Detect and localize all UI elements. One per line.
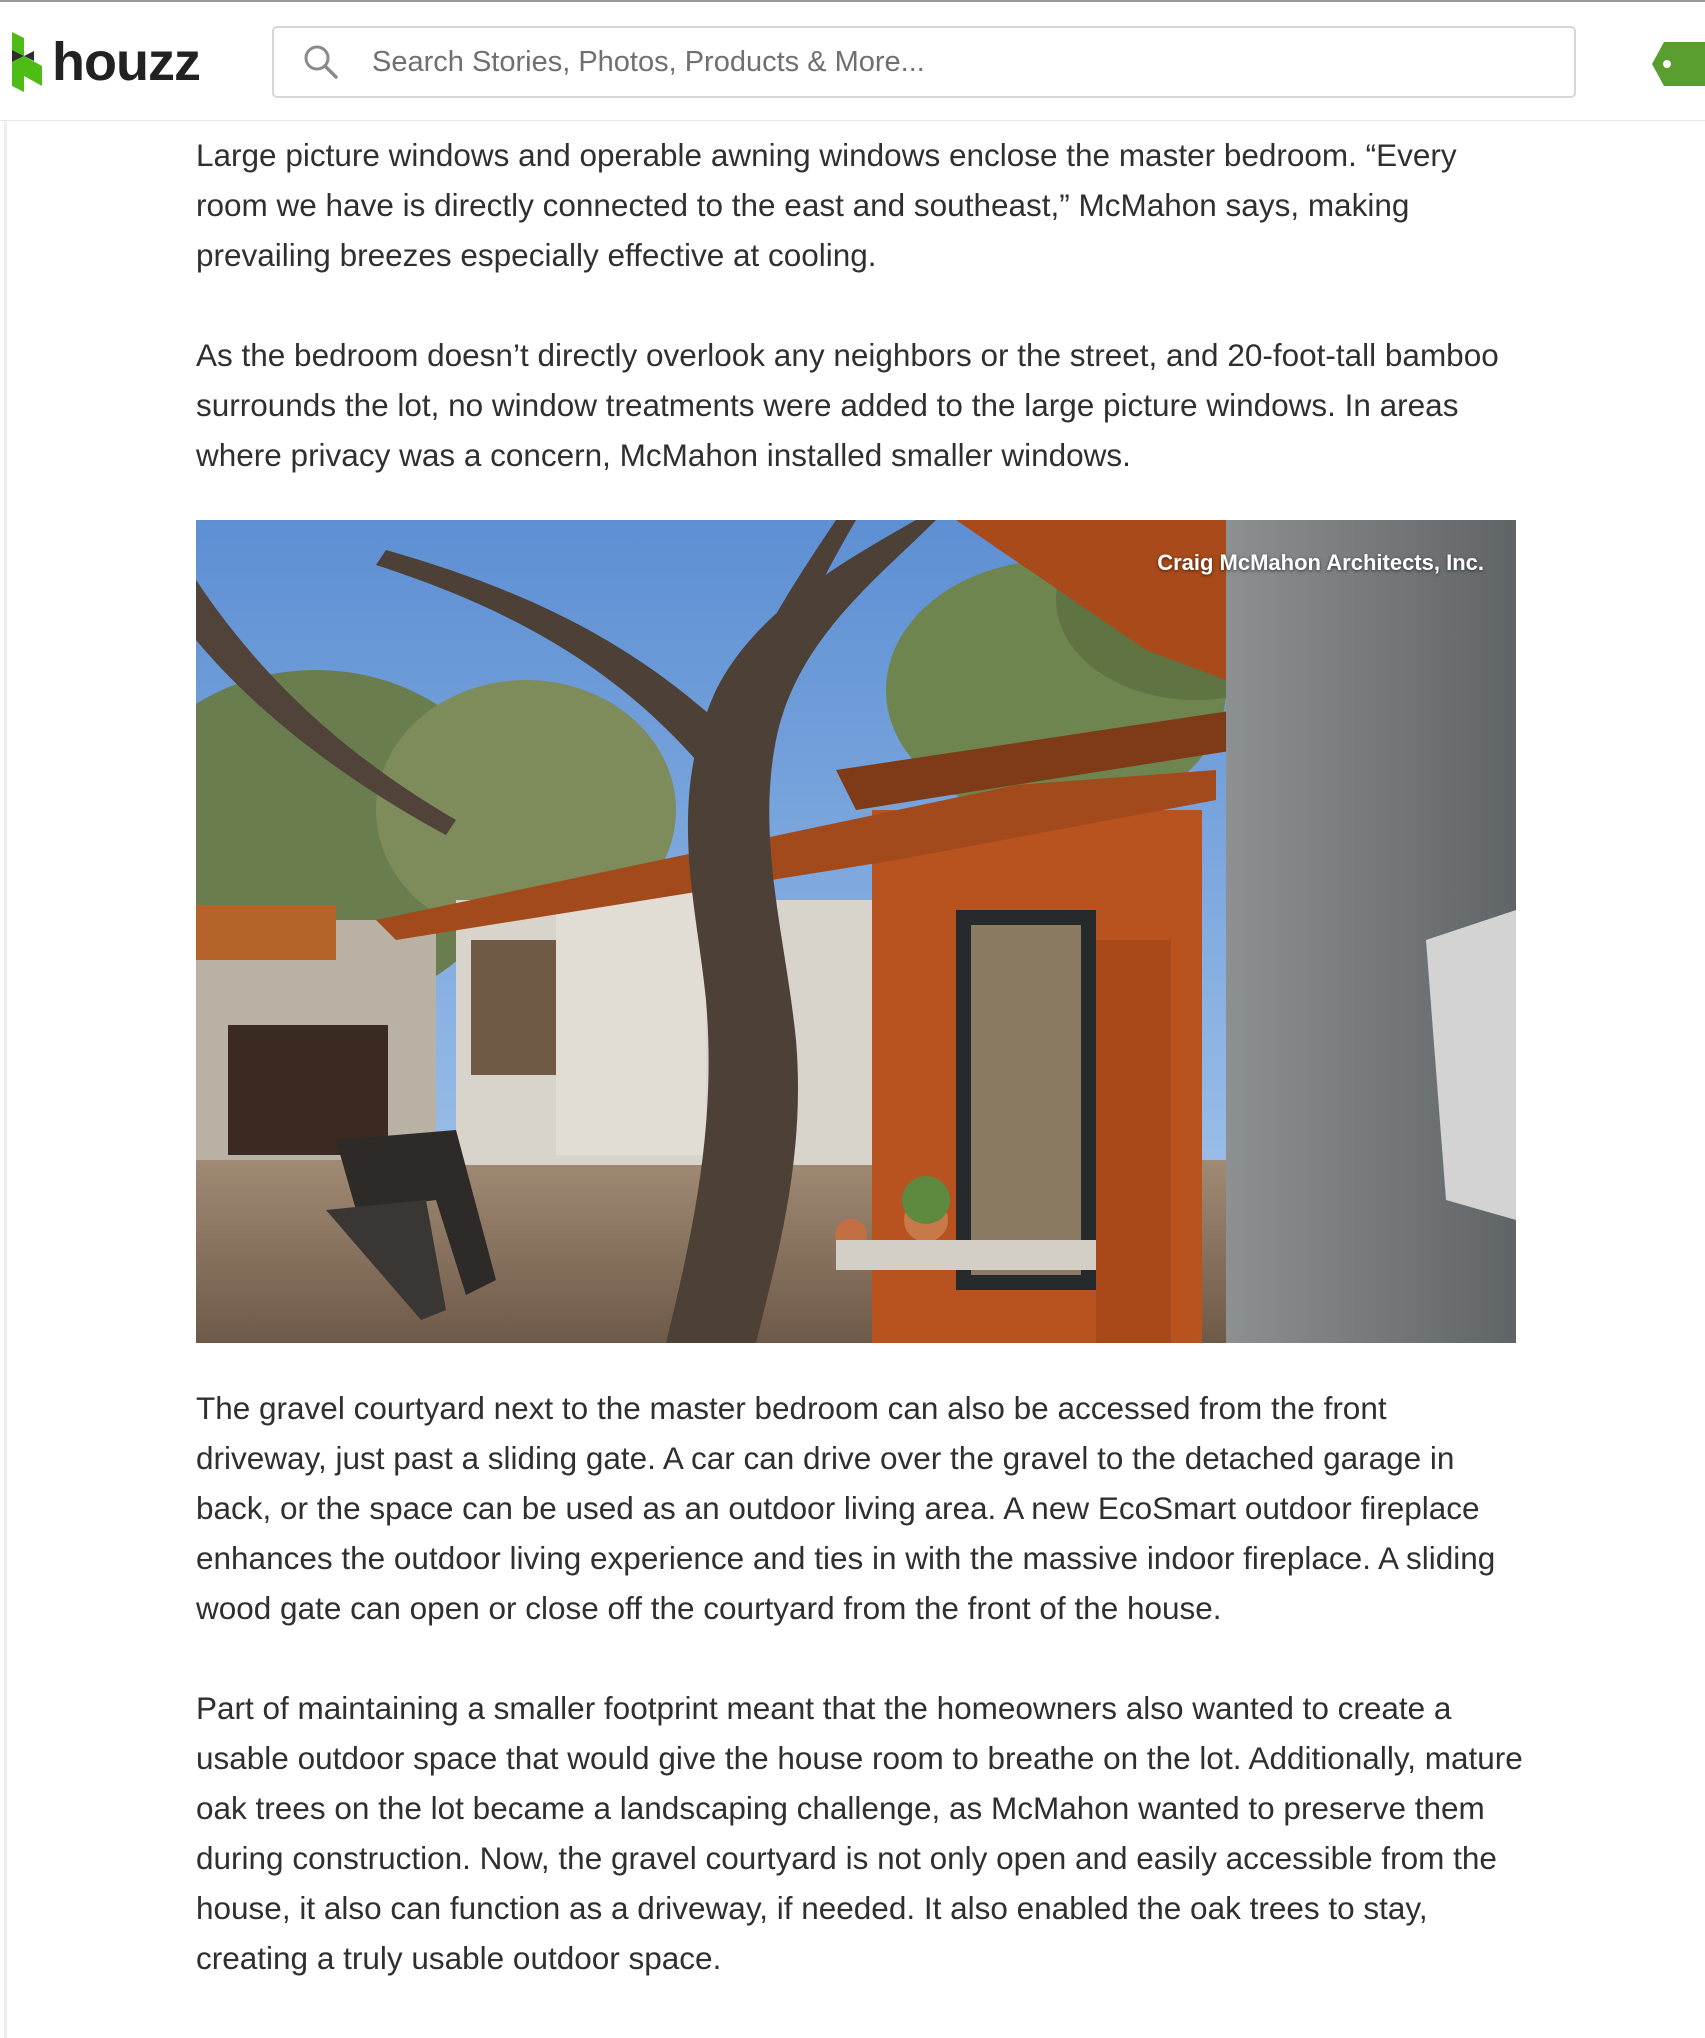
photo-credit: Craig McMahon Architects, Inc. [1157,550,1484,575]
article-paragraph: As the bedroom doesn’t directly overlook any neighbors or the street, and 20-foot-tall bamboo surrounds the lot, no window treatments were added to the large picture windows. In areas where privacy was a concern, McMahon installed smaller windows. [196,337,1499,473]
tag-icon[interactable] [1650,40,1705,88]
search-icon[interactable] [302,43,340,81]
page-left-rule [4,121,7,2038]
article-paragraph: Large picture windows and operable awning windows enclose the master bedroom. “Every room we have is directly connected to the east and southeast,” McMahon says, making prevailing breezes especially effective at cooling. [196,137,1457,273]
search-input[interactable] [370,31,1574,93]
search-bar[interactable] [272,26,1576,98]
article-paragraph: The gravel courtyard next to the master bedroom can also be accessed from the front driveway, just past a sliding gate. A car can drive over the gravel to the detached garage in back, or the space can be used as an outdoor living area. A new EcoSmart outdoor fireplace enhances the outdoor living experience and ties in with the massive indoor fireplace. A sliding wood gate can open or close off the courtyard from the front of the house. [196,1390,1496,1626]
logo-text: houzz [52,32,200,92]
article-photo[interactable] [196,520,1516,1343]
article-body [196,130,1526,1983]
courtyard-photo-illustration [196,520,1516,1343]
houzz-logo[interactable] [4,30,200,94]
site-header [0,2,1705,121]
houzz-logo-icon [4,32,44,92]
article-paragraph: Part of maintaining a smaller footprint meant that the homeowners also wanted to create a usable outdoor space that would give the house room to breathe on the lot. Additionally, mature oak trees on the lot became a landscaping challenge, as McMahon wanted to preserve them during construction. Now, the gravel courtyard is not only open and easily accessible from the house, it also can function as a driveway, if needed. It also enabled the oak trees to stay, creating a truly usable outdoor space. [196,1690,1523,1976]
